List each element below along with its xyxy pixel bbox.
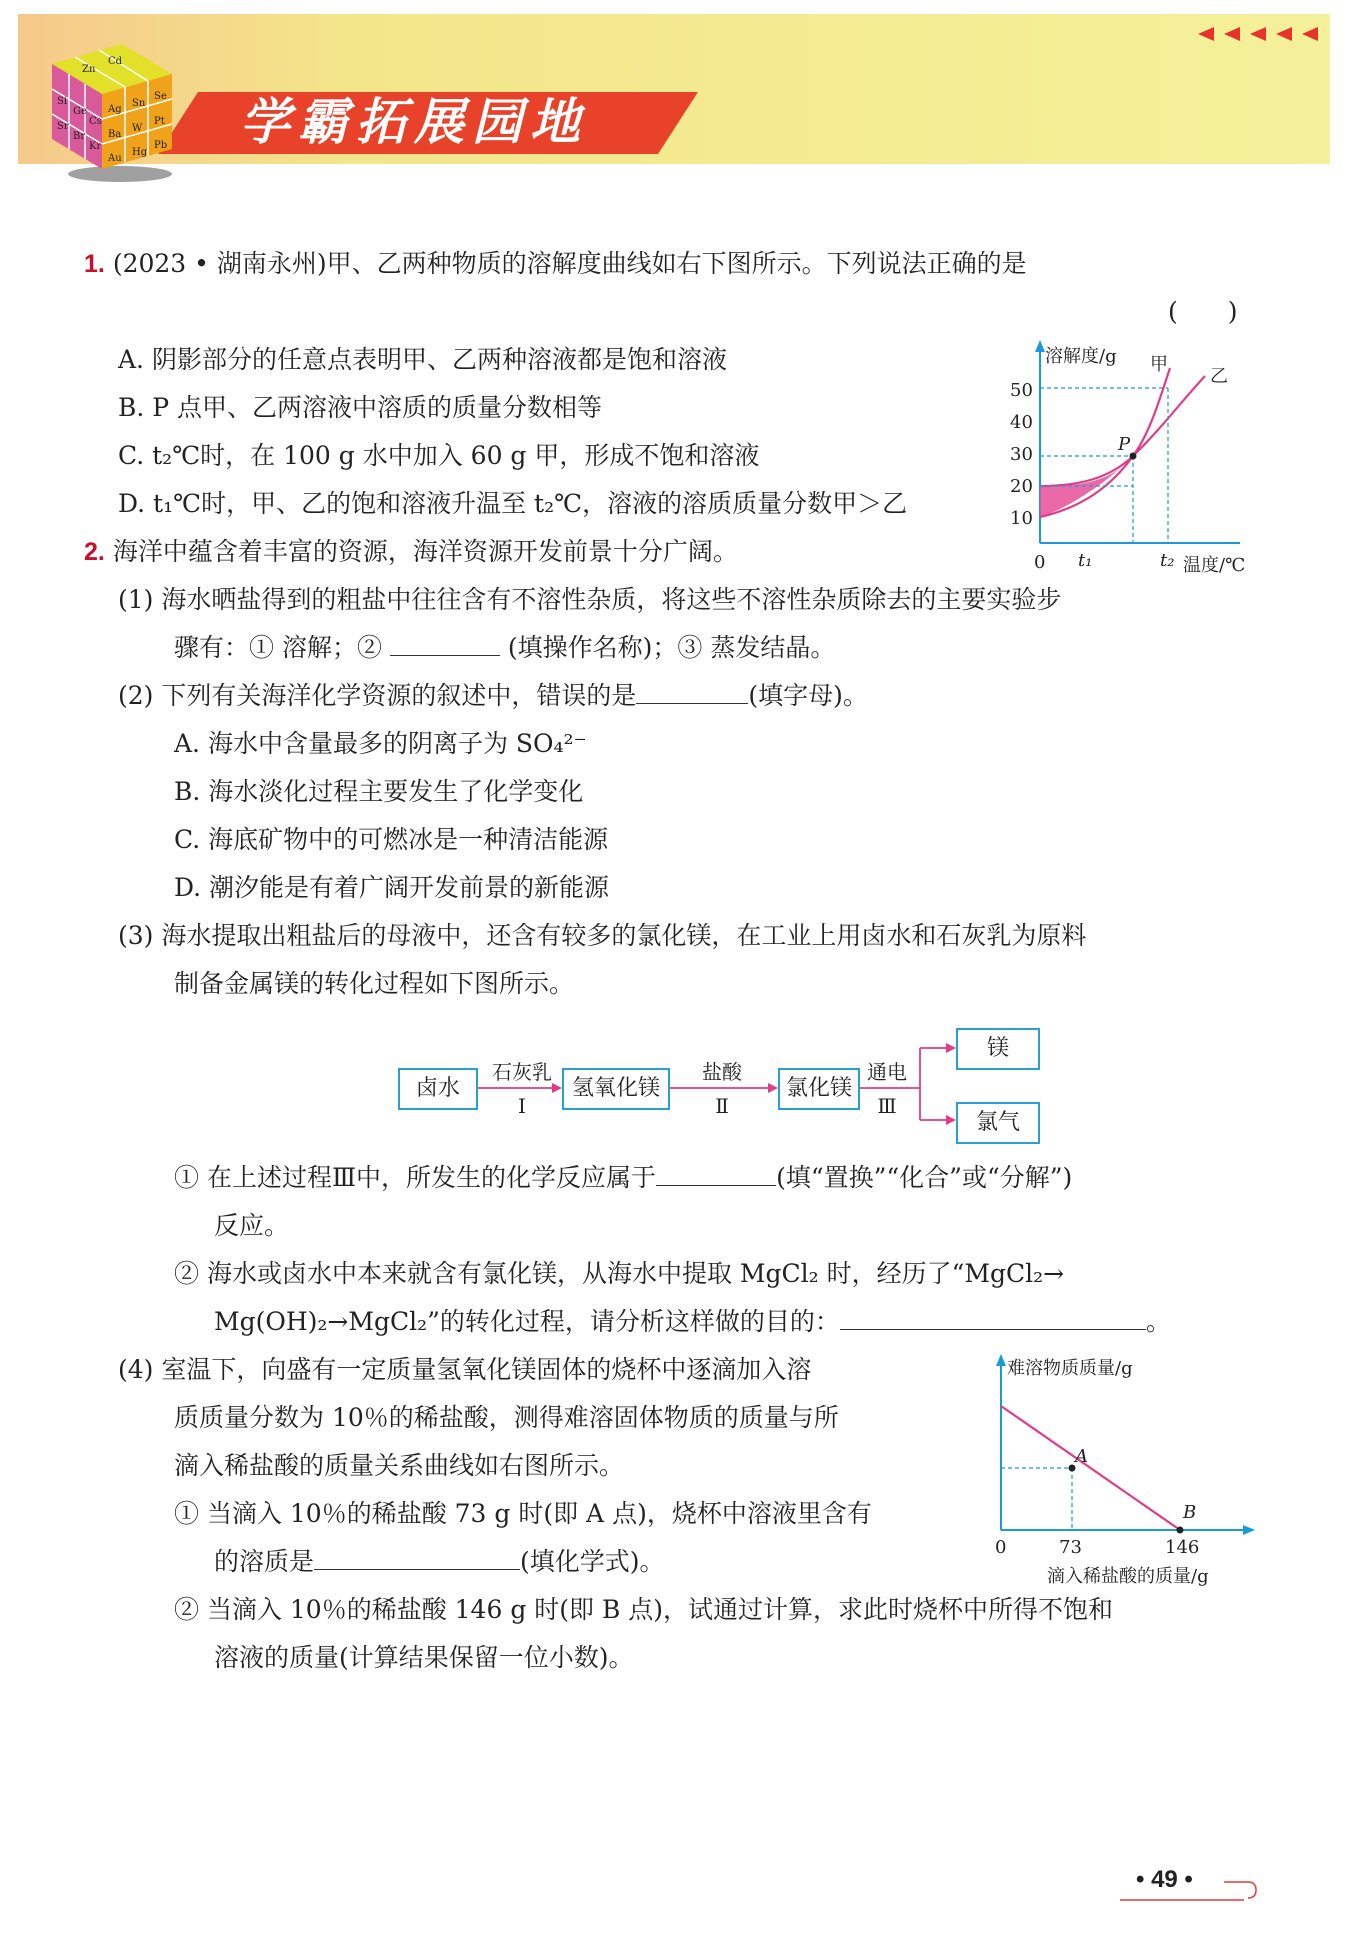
q2-part2-option-b: B. 海水淡化过程主要发生了化学变化 xyxy=(174,777,584,806)
q2-stem-text: 海洋中蕴含着丰富的资源，海洋资源开发前景十分广阔。 xyxy=(112,537,738,566)
box-chlorine: 氯气 xyxy=(956,1102,1040,1144)
q2-number: 2. xyxy=(84,538,105,566)
answer-blank-operation[interactable] xyxy=(390,627,500,656)
chart2-xlabel: 滴入稀盐酸的质量/g xyxy=(1047,1566,1209,1587)
q2-part1-line2: 骤有：① 溶解；② (填操作名称)；③ 蒸发结晶。 xyxy=(174,624,835,672)
svg-text:Br: Br xyxy=(73,131,86,142)
answer-blank-solute[interactable] xyxy=(314,1541,520,1570)
chart2-origin: 0 xyxy=(995,1537,1007,1558)
chart2-line xyxy=(1001,1406,1180,1530)
chart1-xlabel: 温度/℃ xyxy=(1183,555,1246,576)
point-p xyxy=(1130,453,1137,460)
header-banner xyxy=(18,14,1330,164)
y-tick-20: 20 xyxy=(1010,476,1033,497)
label-step-2: Ⅱ xyxy=(715,1094,729,1118)
q1-answer-paren: ( ) xyxy=(1168,297,1238,326)
svg-text:Ge: Ge xyxy=(73,106,87,117)
chart2-y-arrow-icon xyxy=(996,1354,1006,1366)
label-lime-milk: 石灰乳 xyxy=(492,1060,552,1084)
page-title: 学霸拓展园地 xyxy=(240,93,588,151)
label-step-3: Ⅲ xyxy=(877,1094,897,1118)
svg-text:Ag: Ag xyxy=(108,104,122,115)
page-number: • 49 • xyxy=(1136,1866,1193,1893)
x-tick-t2: t₂ xyxy=(1160,550,1175,571)
page-number-decor xyxy=(1120,1872,1260,1904)
q2-part4-sub1-line1: ① 当滴入 10％的稀盐酸 73 g 时(即 A 点)，烧杯中溶液里含有 xyxy=(174,1499,872,1528)
chart2-label-b: B xyxy=(1183,1502,1197,1523)
svg-text:Au: Au xyxy=(108,153,122,164)
q2-part1-line1: (1) 海水晒盐得到的粗盐中往往含有不溶性杂质，将这些不溶性杂质除去的主要实验步 xyxy=(118,585,1062,614)
y-tick-50: 50 xyxy=(1010,380,1033,401)
chart1-series-jia: 甲 xyxy=(1150,354,1168,375)
chart1-point-p: P xyxy=(1118,434,1131,455)
q2-part4-line1: (4) 室温下，向盛有一定质量氢氧化镁固体的烧杯中逐滴加入溶 xyxy=(118,1355,812,1384)
q2-part3-sub2-line1: ② 海水或卤水中本来就含有氯化镁，从海水中提取 MgCl₂ 时，经历了“MgCl₂→ xyxy=(174,1259,1065,1288)
label-step-1: Ⅰ xyxy=(518,1094,526,1118)
svg-text:Sr: Sr xyxy=(57,121,69,132)
label-hydrochloric-acid: 盐酸 xyxy=(702,1060,742,1084)
q2-part2: (2) 下列有关海洋化学资源的叙述中，错误的是 (填字母)。 xyxy=(118,672,868,720)
svg-text:Pb: Pb xyxy=(154,140,168,151)
svg-text:Se: Se xyxy=(154,91,167,102)
answer-blank-reaction-type[interactable] xyxy=(656,1157,776,1186)
svg-text:Cs: Cs xyxy=(89,116,102,127)
q2-part3-sub1: ① 在上述过程Ⅲ中，所发生的化学反应属于 (填“置换”“化合”或“分解”) xyxy=(174,1154,1072,1202)
process-diagram xyxy=(390,1020,1050,1170)
chart1-series-yi: 乙 xyxy=(1210,366,1228,387)
q2-part2-option-d: D. 潮汐能是有着广阔开发前景的新能源 xyxy=(174,873,610,902)
q2-part3-sub2-line2: Mg(OH)₂→MgCl₂”的转化过程，请分析这样做的目的： 。 xyxy=(214,1298,1171,1346)
chart2-point-b xyxy=(1177,1527,1184,1534)
chart2-label-a: A xyxy=(1075,1446,1088,1467)
x-tick-t1: t₁ xyxy=(1078,550,1093,571)
box-brine: 卤水 xyxy=(398,1068,478,1110)
box-magnesium-hydroxide: 氢氧化镁 xyxy=(562,1068,670,1110)
box-magnesium: 镁 xyxy=(956,1028,1040,1070)
q2-part2-option-a: A. 海水中含量最多的阴离子为 SO₄²⁻ xyxy=(174,729,587,758)
q2-part4-sub1-line2: 的溶质是 (填化学式)。 xyxy=(214,1538,665,1586)
q2-part3-line2: 制备金属镁的转化过程如下图所示。 xyxy=(174,969,575,998)
q1-stem xyxy=(84,240,1027,288)
svg-text:Kr: Kr xyxy=(89,141,102,152)
q2-part4-line3: 滴入稀盐酸的质量关系曲线如右图所示。 xyxy=(174,1451,625,1480)
q1-option-a: A. 阴影部分的任意点表明甲、乙两种溶液都是饱和溶液 xyxy=(118,345,727,374)
svg-text:W: W xyxy=(132,123,143,134)
q2-part3-line1: (3) 海水提取出粗盐后的母液中，还含有较多的氯化镁，在工业上用卤水和石灰乳为原料 xyxy=(118,921,1087,950)
chart1-origin: 0 xyxy=(1034,552,1046,573)
y-tick-10: 10 xyxy=(1010,508,1033,529)
mass-chart xyxy=(975,1350,1265,1595)
header-background xyxy=(18,14,1330,164)
y-axis-arrow-icon xyxy=(1035,340,1045,352)
q1-option-d: D. t₁℃时，甲、乙的饱和溶液升温至 t₂℃，溶液的溶质质量分数甲＞乙 xyxy=(118,489,908,518)
svg-text:Hg: Hg xyxy=(132,147,148,158)
chart2-x-tick-73: 73 xyxy=(1059,1537,1082,1558)
q1-stem-text: (2023 • 湖南永州)甲、乙两种物质的溶解度曲线如右下图所示。下列说法正确的是 xyxy=(112,249,1027,278)
answer-blank-purpose[interactable] xyxy=(840,1301,1146,1330)
q1-number: 1. xyxy=(84,250,105,278)
cube-logo xyxy=(42,34,182,184)
chart2-ylabel: 难溶物质质量/g xyxy=(1007,1358,1133,1379)
q2-part4-sub2-line1: ② 当滴入 10％的稀盐酸 146 g 时(即 B 点)，试通过计算，求此时烧杯中所得不饱和 xyxy=(174,1595,1114,1624)
svg-text:Pt: Pt xyxy=(154,116,165,127)
y-tick-40: 40 xyxy=(1010,412,1033,433)
q1-option-c: C. t₂℃时，在 100 g 水中加入 60 g 甲，形成不饱和溶液 xyxy=(118,441,760,470)
q2-part4-line2: 质质量分数为 10％的稀盐酸，测得难溶固体物质的质量与所 xyxy=(174,1403,839,1432)
box-magnesium-chloride: 氯化镁 xyxy=(778,1068,860,1110)
svg-text:Si: Si xyxy=(57,96,68,107)
q2-part4-sub2-line2: 溶液的质量(计算结果保留一位小数)。 xyxy=(214,1643,634,1672)
svg-text:Cd: Cd xyxy=(108,56,123,67)
svg-text:Ba: Ba xyxy=(108,129,122,140)
y-tick-30: 30 xyxy=(1010,444,1033,465)
chart1-ylabel: 溶解度/g xyxy=(1045,346,1117,367)
q2-stem xyxy=(84,528,738,576)
solubility-chart xyxy=(1000,338,1270,583)
q1-option-b: B. P 点甲、乙两溶液中溶质的质量分数相等 xyxy=(118,393,603,422)
chart2-x-arrow-icon xyxy=(1243,1525,1255,1535)
q2-part3-sub1-end: 反应。 xyxy=(214,1211,290,1240)
q2-part2-option-c: C. 海底矿物中的可燃冰是一种清洁能源 xyxy=(174,825,609,854)
svg-text:Zn: Zn xyxy=(82,64,96,75)
answer-blank-letter[interactable] xyxy=(636,675,748,704)
svg-text:Sn: Sn xyxy=(132,98,146,109)
periodic-cube-icon xyxy=(42,34,182,184)
label-electrolysis: 通电 xyxy=(867,1060,907,1084)
chart2-x-tick-146: 146 xyxy=(1165,1537,1200,1558)
